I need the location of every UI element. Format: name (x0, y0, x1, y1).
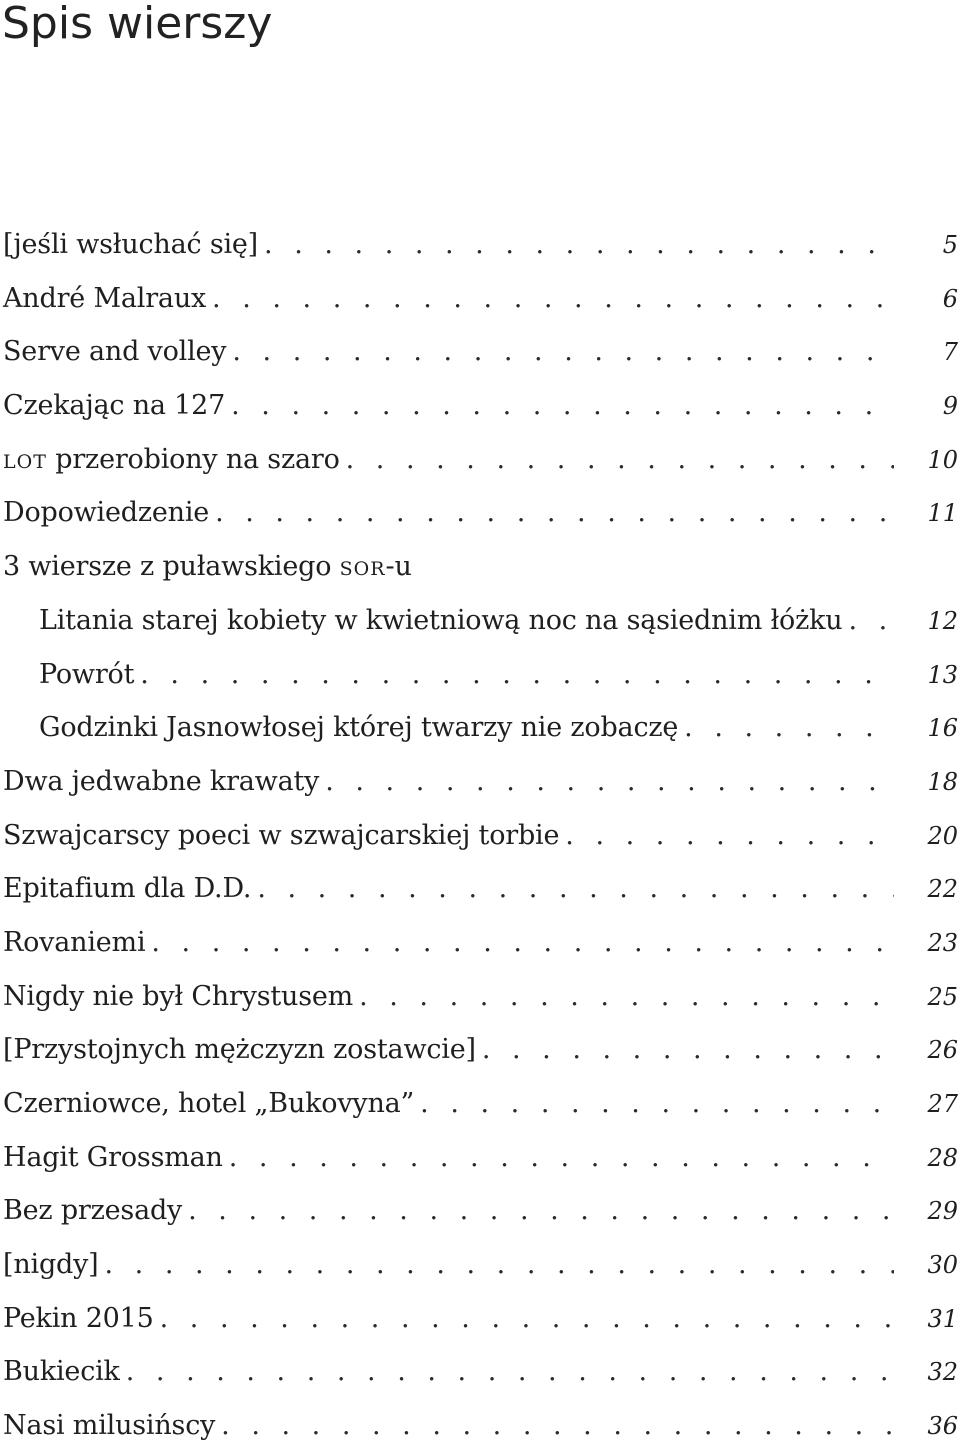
toc-entry-page: 29 (927, 1197, 958, 1226)
toc-entry-serve-and-volley[interactable] (0, 325, 960, 379)
dot-leader (319, 755, 894, 809)
toc-entry-przystojnych-mezczyzn[interactable] (0, 1023, 960, 1077)
toc-entry-title: Czerniowce, hotel „Bukovyna” (3, 1088, 415, 1119)
toc-entry-title: [Przystojnych mężczyzn zostawcie] (3, 1034, 476, 1066)
toc-entry-title: Bukiecik (3, 1356, 120, 1388)
dot-leader (251, 862, 894, 916)
toc-section-3-wiersze (0, 540, 960, 594)
toc-section-title (0, 540, 412, 594)
dot-leader (559, 809, 894, 863)
toc-entry-title: Litania starej kobiety w kwietniową noc na sąsiednim łóżku (39, 604, 843, 636)
dot-leader (206, 272, 894, 326)
dot-leader (209, 486, 894, 540)
dot-leader (120, 1345, 894, 1399)
toc-entry-title (0, 433, 340, 487)
small-caps-text: sor (339, 551, 386, 583)
toc-entry-powrot[interactable] (0, 648, 960, 702)
toc-entry-nigdy-nie-byl-chrystusem[interactable] (0, 970, 960, 1024)
dot-leader (353, 970, 894, 1024)
toc-entry-title: Dwa jedwabne krawaty (3, 765, 320, 797)
toc-entry-title: Powrót (39, 658, 135, 690)
toc-entry-title: Dopowiedzenie (3, 497, 210, 529)
toc-entry-bukiecik[interactable] (0, 1345, 960, 1399)
dot-leader (145, 916, 894, 970)
toc-entry-page: 30 (927, 1251, 958, 1280)
toc-entry-title: Godzinki Jasnowłosej której twarzy nie zobaczę (39, 712, 679, 744)
toc-entry-page: 6 (942, 284, 958, 313)
toc-entry-page: 26 (927, 1036, 958, 1065)
toc-entry-page: 16 (927, 714, 958, 743)
toc-entry-title: [nigdy] (3, 1249, 99, 1281)
toc-entry-hagit-grossman[interactable] (0, 1131, 960, 1185)
toc-entry-title: Nasi milusińscy (3, 1410, 216, 1442)
toc-entry-andre-malraux[interactable] (0, 272, 960, 326)
dot-leader (99, 1238, 894, 1292)
toc-entry-page: 13 (927, 660, 958, 689)
dot-leader (414, 1077, 894, 1131)
toc-entry-page: 9 (942, 392, 958, 421)
toc-entry-title: [jeśli wsłuchać się] (3, 229, 259, 260)
dot-leader (476, 1023, 894, 1077)
dot-leader (225, 379, 894, 433)
dot-leader (182, 1184, 894, 1238)
toc-entry-title: Szwajcarscy poeci w szwajcarskiej torbie (3, 819, 560, 851)
title-tail: -u (385, 551, 412, 583)
toc-entry-title: Nigdy nie był Chrystusem (3, 980, 354, 1012)
toc-entry-epitafium[interactable] (0, 862, 960, 916)
toc-entry-title: Hagit Grossman (3, 1141, 223, 1173)
toc-entry-pekin-2015[interactable] (0, 1292, 960, 1346)
toc-entry-jesli-wsluchac-sie[interactable] (0, 218, 960, 272)
title-text: przerobiony na szaro (46, 443, 340, 475)
toc-entry-czerniowce[interactable] (0, 1077, 960, 1131)
dot-leader (842, 594, 894, 648)
toc-entry-litania[interactable] (0, 594, 960, 648)
toc-entry-title: Epitafium dla D.D. (3, 873, 252, 905)
dot-leader (340, 433, 894, 487)
toc-entry-bez-przesady[interactable] (0, 1184, 960, 1238)
dot-leader (678, 701, 894, 755)
toc-entry-page: 11 (927, 499, 958, 528)
toc-entry-page: 23 (927, 928, 958, 957)
dot-leader (226, 325, 894, 379)
toc-entry-czekajac-na-127[interactable] (0, 379, 960, 433)
toc-entry-title: Serve and volley (3, 336, 227, 368)
dot-leader (134, 648, 894, 702)
toc-entry-page: 12 (927, 606, 958, 635)
toc-entry-page: 7 (942, 338, 958, 367)
toc-entry-lot-przerobiony-na-szaro[interactable] (0, 433, 960, 487)
toc-entry-title: Czekając na 127 (3, 390, 226, 422)
dot-leader (223, 1131, 894, 1185)
toc-entry-title: Bez przesady (3, 1195, 183, 1227)
toc-entry-page: 5 (942, 231, 958, 259)
toc-entry-page: 22 (927, 875, 958, 904)
toc-entry-page: 27 (927, 1090, 958, 1118)
toc-entry-page: 28 (927, 1143, 958, 1172)
toc-entry-page: 32 (927, 1358, 958, 1387)
dot-leader (215, 1399, 894, 1453)
dot-leader (258, 218, 894, 272)
toc-entry-title: André Malraux (3, 282, 207, 314)
toc-entry-dopowiedzenie[interactable] (0, 486, 960, 540)
toc-entry-page: 10 (927, 445, 958, 474)
toc-entry-szwajcarscy-poeci[interactable] (0, 809, 960, 863)
small-caps-text: lot (3, 443, 47, 475)
toc-entry-nigdy[interactable] (0, 1238, 960, 1292)
toc-entry-title: Rovaniemi (3, 926, 146, 958)
toc-entry-dwa-jedwabne-krawaty[interactable] (0, 755, 960, 809)
dot-leader (154, 1292, 894, 1346)
toc-entry-page: 18 (927, 767, 958, 796)
toc-entry-page: 36 (927, 1412, 958, 1441)
title-text: 3 wiersze z puławskiego (3, 551, 340, 583)
toc-entry-page: 25 (927, 982, 958, 1011)
toc-entry-page: 31 (927, 1304, 958, 1333)
table-of-contents (0, 218, 960, 1453)
toc-entry-godzinki[interactable] (0, 701, 960, 755)
page-title: Spis wierszy (2, 0, 273, 49)
toc-entry-title: Pekin 2015 (3, 1302, 154, 1334)
toc-entry-page: 20 (927, 821, 958, 850)
toc-entry-rovaniemi[interactable] (0, 916, 960, 970)
toc-entry-nasi-milusinscy[interactable] (0, 1399, 960, 1453)
